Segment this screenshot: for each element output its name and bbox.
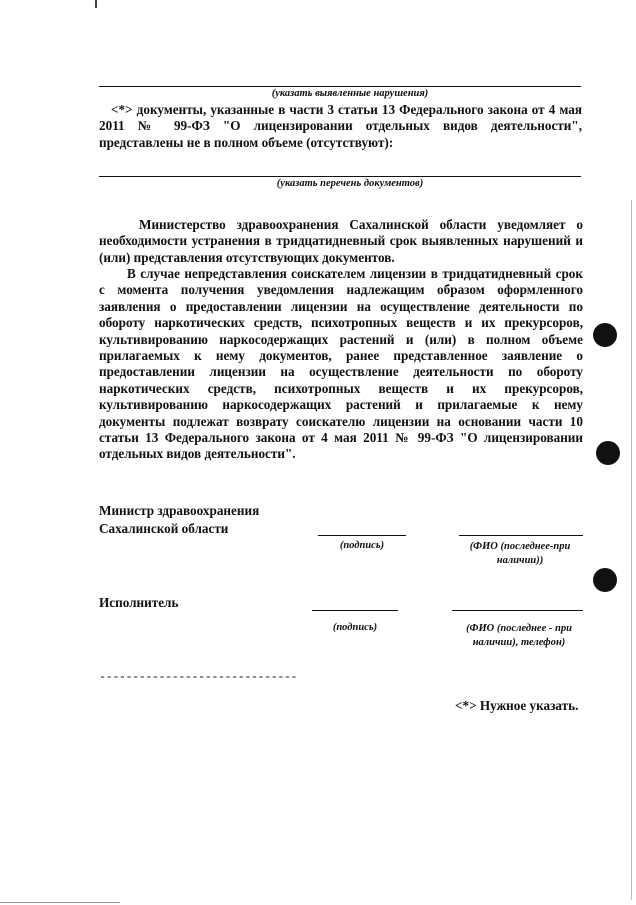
scan-edge-right xyxy=(631,200,632,900)
signature-caption-2: (подпись) xyxy=(332,622,378,633)
fio-line-2 xyxy=(452,610,583,611)
documents-incomplete-paragraph: <*> документы, указанные в части 3 статьи 13 Федерального закона от 4 мая 2011 № 99-ФЗ "О лицензировании отдельных видов деятельности", представлены не в полном объеме (отсутствуют): xyxy=(99,102,582,150)
signature-caption-1: (подпись) xyxy=(339,540,385,551)
scan-edge-top xyxy=(95,0,97,8)
non-submission-paragraph: В случае непредставления соискателем лицензии в тридцатидневный срок с момента получения уведомления надлежащим образом оформленного заявления о предоставлении лицензии на осуществление деятельности по обороту наркотических средств, психотропных веществ и их прекурсоров, культивированию наркосодержащих растений и (или) в полном объеме прилагаемых к нему документов, ранее представленное заявление о предоставлении лицензии на осуществление деятельности по обороту наркотических средств, психотропных веществ и их прекурсоров, культивированию наркосодержащих растений и прилагаемые к нему документы подлежат возврату соискателю лицензии на основании части 10 статьи 13 Федерального закона от 4 мая 2011 № 99-ФЗ "О лицензировании отдельных видов деятельности". xyxy=(99,266,583,462)
scan-edge-bottom xyxy=(0,902,120,903)
punch-hole-bottom xyxy=(593,568,617,592)
footnote-separator: ------------------------------ xyxy=(99,670,298,684)
documents-list-caption: (указать перечень документов) xyxy=(276,178,424,189)
executor-label: Исполнитель xyxy=(99,595,179,610)
punch-hole-middle xyxy=(596,441,620,465)
documents-list-line xyxy=(99,176,581,177)
minister-title-line2: Сахалинской области xyxy=(99,521,229,536)
fio-caption-2: (ФИО (последнее - при наличии), телефон) xyxy=(466,623,572,648)
fio-line-1 xyxy=(459,535,583,536)
signature-line-1 xyxy=(318,535,406,536)
punch-hole-top xyxy=(593,323,617,347)
violations-line xyxy=(99,86,581,87)
violations-caption: (указать выявленные нарушения) xyxy=(271,88,429,99)
signature-line-2 xyxy=(312,610,398,611)
ministry-notice-paragraph: Министерство здравоохранения Сахалинской области уведомляет о необходимости устранения в тридцатидневный срок выявленных нарушений и (или) представления отсутствующих документов. xyxy=(99,217,583,265)
fio-caption-1: (ФИО (последнее-при наличии)) xyxy=(469,541,571,566)
minister-title-line1: Министр здравоохранения xyxy=(99,503,260,518)
footnote-text: <*> Нужное указать. xyxy=(455,698,579,713)
